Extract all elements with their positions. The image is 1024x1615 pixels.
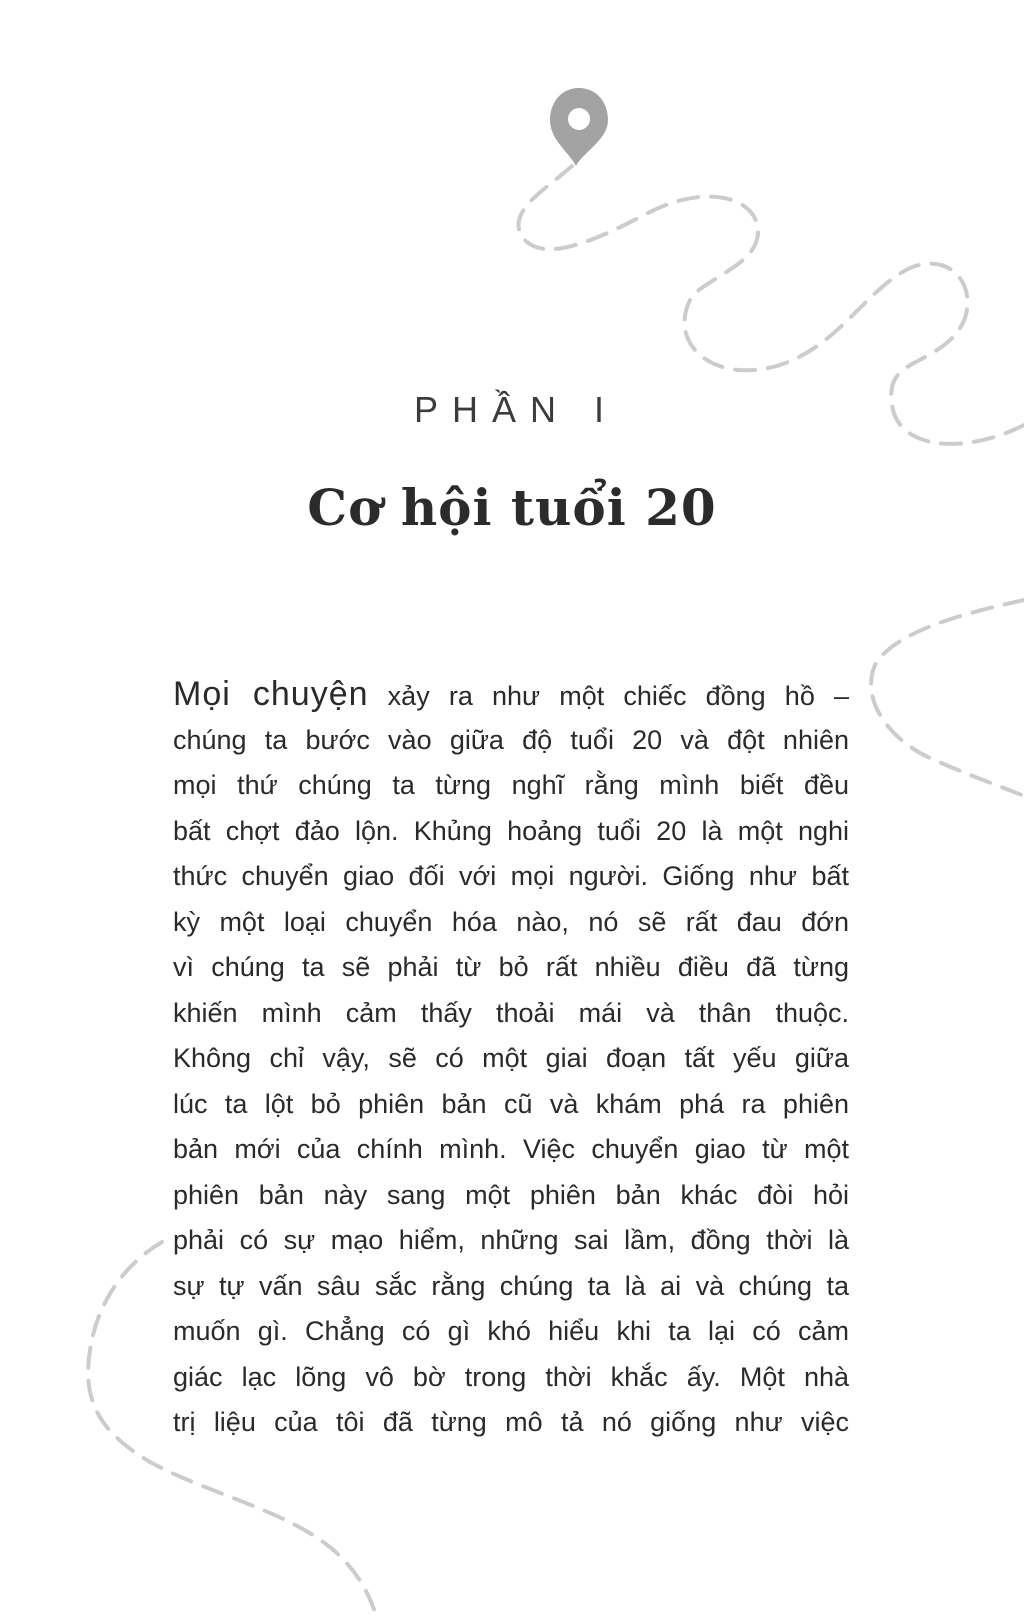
text-line: muốn gì. Chẳng có gì khó hiểu khi ta lại có cảm <box>173 1316 849 1346</box>
text-line: lúc ta lột bỏ phiên bản cũ và khám phá ra phiên <box>173 1088 849 1119</box>
map-pin-icon <box>550 88 608 166</box>
lead-words: Mọi chuyện <box>173 675 369 713</box>
text-line: trị liệu của tôi đã từng mô tả nó giống như việc <box>173 1407 849 1437</box>
body-text <box>173 672 849 1446</box>
chapter-title: Cơ hội tuổi 20 <box>307 478 717 537</box>
text-line: thức chuyển giao đối với mọi người. Giống như bất <box>173 861 849 891</box>
text-line: sự tự vấn sâu sắc rằng chúng ta là ai và chúng ta <box>173 1270 849 1301</box>
text-line: khiến mình cảm thấy thoải mái và thân thuộc. <box>173 997 849 1028</box>
text-line: vì chúng ta sẽ phải từ bỏ rất nhiều điều đã từng <box>173 952 849 982</box>
text-line <box>173 672 849 718</box>
text-line: giác lạc lõng vô bờ trong thời khắc ấy. Một nhà <box>173 1361 849 1392</box>
text-line: phải có sự mạo hiểm, những sai lầm, đồng thời là <box>173 1225 849 1255</box>
text-line: Không chỉ vậy, sẽ có một giai đoạn tất yếu giữa <box>173 1043 849 1073</box>
text-line: chúng ta bước vào giữa độ tuổi 20 và đột nhiên <box>173 724 849 755</box>
dashed-route-middle <box>871 600 1024 796</box>
text-line: bản mới của chính mình. Việc chuyển giao từ một <box>173 1134 849 1164</box>
part-label: PHẦN I <box>413 389 619 430</box>
text-line: kỳ một loại chuyển hóa nào, nó sẽ rất đau đớn <box>173 906 849 937</box>
text-line: mọi thứ chúng ta từng nghĩ rằng mình biết đều <box>173 770 849 800</box>
text-line: phiên bản này sang một phiên bản khác đòi hỏi <box>173 1179 849 1210</box>
text-line: bất chợt đảo lộn. Khủng hoảng tuổi 20 là một nghi <box>173 815 849 846</box>
line-text: xảy ra như một chiếc đồng hồ – <box>368 681 850 711</box>
